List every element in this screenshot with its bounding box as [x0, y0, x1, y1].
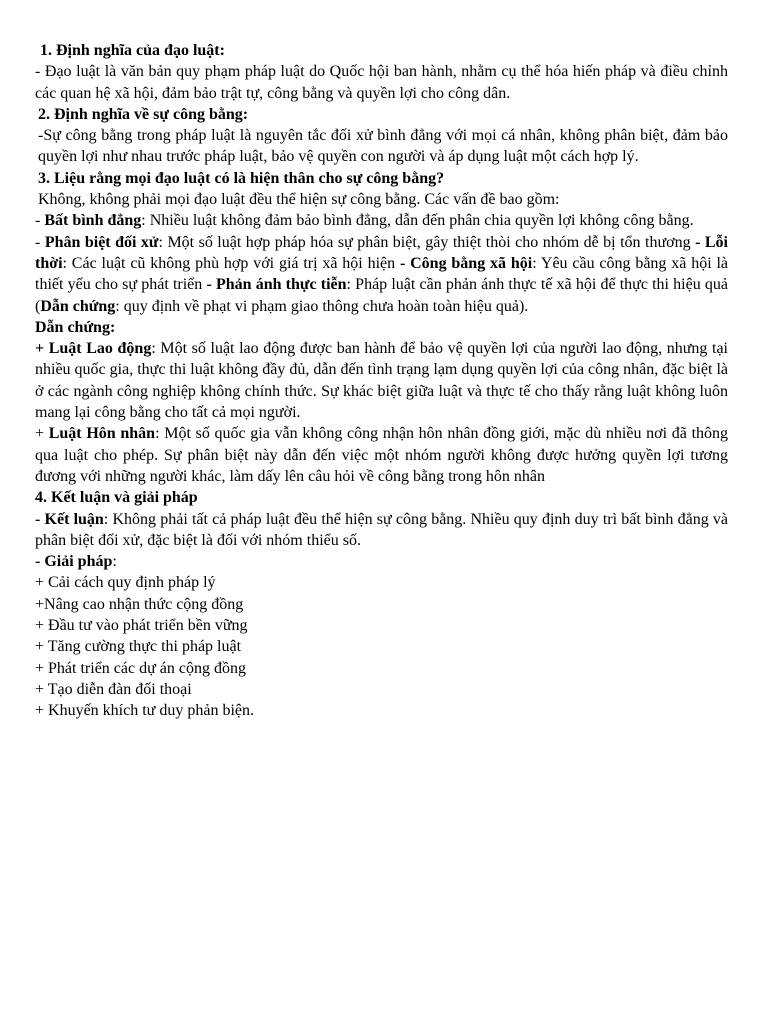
solution-item: + Cải cách quy định pháp lý [35, 574, 216, 592]
term-discrimination: Phân biệt đối xử [44, 233, 159, 251]
point-text: : Yêu cầu công bằng xã hội là thiết yếu cho sự phát triển [35, 254, 729, 294]
solution-item: +Nâng cao nhận thức cộng đồng [35, 595, 244, 613]
section-4-heading: 4. Kết luận và giải pháp [35, 489, 198, 507]
solution-item: + Tạo diễn đàn đối thoại [35, 680, 192, 698]
term-labor-law: + Luật Lao động [35, 340, 152, 358]
point-text: : Các luật cũ không phù hợp với giá trị xã hội hiện [62, 254, 400, 272]
solution-item: + Phát triển các dự án cộng đồng [35, 659, 246, 677]
section-1-heading: 1. Định nghĩa của đạo luật: [40, 42, 225, 59]
evidence-labor-law [35, 338, 728, 423]
term-reflect-reality: - Phản ánh thực tiễn [206, 276, 347, 294]
dash: - [35, 212, 45, 230]
conclusion-text: : Không phải tất cả pháp luật đều thể hiện sự công bằng. Nhiều quy định duy trì bất bình đẳng và phân biệt đối xử, đặc biệt là đối với nhóm thiểu số. [35, 510, 729, 549]
plus: + [35, 425, 49, 443]
solutions-heading [35, 551, 728, 572]
solution-item: + Tăng cường thực thi pháp luật [35, 638, 242, 656]
term-social-justice: - Công bằng xã hội [399, 254, 533, 272]
section-2-body: -Sự công bằng trong pháp luật là nguyên tắc đối xử bình đẳng với mọi cá nhân, không phân biệt, đảm bảo quyền lợi như nhau trước pháp luật, bảo vệ quyền con người và áp dụng luật một cách hợp lý. [38, 127, 728, 166]
colon: : [112, 553, 117, 571]
evidence-heading: Dẫn chứng: [35, 318, 116, 336]
term-marriage-law: Luật Hôn nhân [48, 425, 156, 443]
section-3-point-discrimination [35, 232, 728, 317]
point-text: : Nhiều luật không đảm bảo bình đẳng, dẫn đến phân chia quyền lợi không công bằng. [141, 212, 694, 230]
evidence-marriage-law [35, 423, 728, 487]
term-solutions: - Giải pháp [35, 553, 113, 571]
section-3-intro: Không, không phải mọi đạo luật đều thể hiện sự công bằng. Các vấn đề bao gồm: [38, 191, 560, 209]
dash: - [35, 233, 45, 251]
term-conclusion: - Kết luận [35, 510, 104, 528]
solution-item: + Khuyến khích tư duy phản biện. [35, 702, 254, 720]
point-text: : Một số luật hợp pháp hóa sự phân biệt, gây thiệt thòi cho nhóm dễ bị tổn thương [158, 233, 696, 251]
section-1-body: - Đạo luật là văn bản quy phạm pháp luật do Quốc hội ban hành, nhằm cụ thể hóa hiến pháp và điều chỉnh các quan hệ xã hội, đảm bảo trật tự, công bằng và quyền lợi cho công dân. [35, 63, 728, 102]
term-outdated: - Lỗi thời [35, 233, 728, 272]
conclusion [35, 509, 728, 552]
term-inequality: Bất bình đẳng [44, 212, 142, 230]
point-text: : Pháp luật cần phản ánh thực tế xã hội để thực thi hiệu quả ( [35, 276, 728, 315]
evidence-text: : Một số quốc gia vẫn không công nhận hôn nhân đồng giới, mặc dù nhiều nơi đã thông qua luật cho phép. Sự phân biệt này dẫn đến việc một nhóm người không được hưởng quyền lợi tương đương với những người khác, làm dấy lên câu hỏi về công bằng trong hôn nhân [35, 425, 729, 485]
section-3-heading: 3. Liệu rằng mọi đạo luật có là hiện thân cho sự công bằng? [38, 169, 445, 187]
section-2-heading: 2. Định nghĩa về sự công bằng: [38, 105, 249, 123]
solution-item: + Đầu tư vào phát triển bền vững [35, 617, 248, 635]
term-evidence: Dẫn chứng [40, 297, 116, 315]
section-3-point-inequality [35, 210, 728, 231]
point-text: : quy định về phạt vi phạm giao thông chưa hoàn toàn hiệu quả). [115, 297, 529, 315]
evidence-text: : Một số luật lao động được ban hành để bảo vệ quyền lợi của người lao động, nhưng tại nhiều quốc gia, thực thi luật không đầy đủ, dẫn đến tình trạng lạm dụng quyền lợi của công nhân, đặc biệt là ở các ngành công nghiệp không chính thức. Sự khác biệt giữa luật và thực tế cho thấy rằng luật không luôn mang lại công bằng cho tất cả mọi người. [35, 340, 729, 422]
